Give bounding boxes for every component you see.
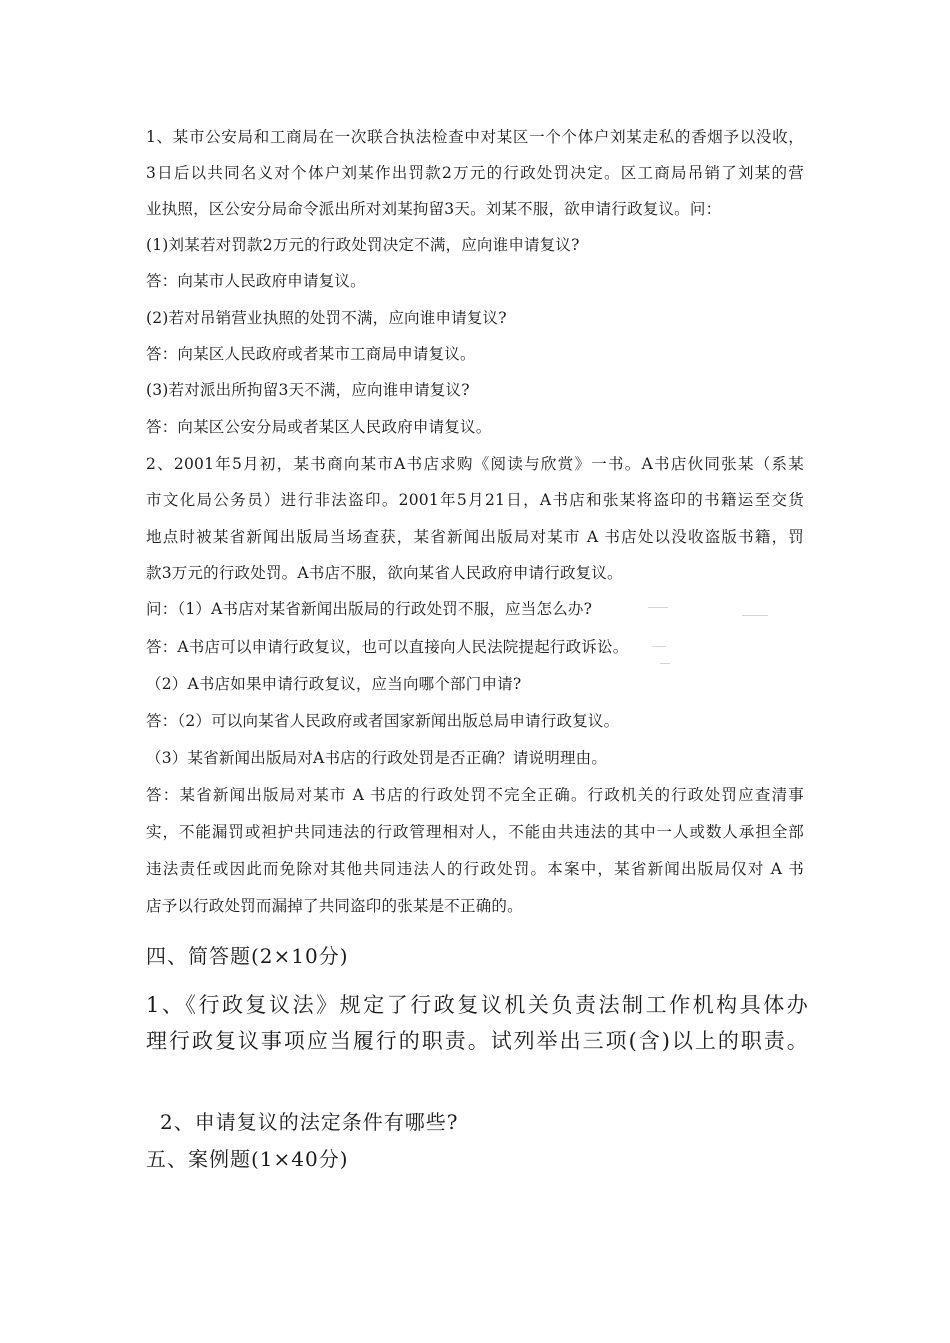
case1-answer-2: 答：向某区人民政府或者某市工商局申请复议。 <box>146 345 476 363</box>
case2-answer-3-line2: 实，不能漏罚或袒护共同违法的行政管理相对人，不能由共违法的其中一人或数人承担全部 <box>146 823 804 841</box>
case1-question-1: (1)刘某若对罚款2万元的行政处罚决定不满，应向谁申请复议? <box>146 236 580 254</box>
case2-question-3: （3）某省新闻出版局对A书店的行政处罚是否正确？请说明理由。 <box>146 749 608 767</box>
case1-intro-line3: 业执照，区公安分局命令派出所对刘某拘留3天。刘某不服，欲申请行政复议。问： <box>146 200 722 218</box>
case2-intro-line4: 款3万元的行政处罚。A书店不服，欲向某省人民政府申请行政复议。 <box>146 564 623 582</box>
case2-answer-3-line3: 违法责任或因此而免除对其他共同违法人的行政处罚。本案中，某省新闻出版局仅对 A 书 <box>146 860 804 878</box>
section-4-question-2: 2、申请复议的法定条件有哪些? <box>160 1110 459 1134</box>
section-4-question-1-line2: 理行政复议事项应当履行的职责。试列举出三项(含)以上的职责。 <box>146 1029 808 1053</box>
case2-answer-1: 答：A书店可以申请行政复议，也可以直接向人民法院提起行政诉讼。 <box>146 638 629 656</box>
case2-question-2: （2）A书店如果申请行政复议，应当向哪个部门申请? <box>146 675 522 693</box>
case1-question-2: (2)若对吊销营业执照的处罚不满，应向谁申请复议? <box>146 309 507 327</box>
case1-question-3: (3)若对派出所拘留3天不满，应向谁申请复议? <box>146 381 470 399</box>
case1-intro-line1: 1、某市公安局和工商局在一次联合执法检查中对某区一个个体户刘某走私的香烟予以没收， <box>146 128 804 146</box>
case2-question-1: 问：（1）A书店对某省新闻出版局的行政处罚不服，应当怎么办? <box>146 600 593 618</box>
case1-answer-3: 答：向某区公安分局或者某区人民政府申请复议。 <box>146 418 492 436</box>
case2-intro-line1: 2、2001年5月初，某书商向某市A书店求购《阅读与欣赏》一书。A书店伙同张某（系某 <box>146 455 804 473</box>
case2-answer-2: 答：（2）可以向某省人民政府或者国家新闻出版总局申请行政复议。 <box>146 712 620 730</box>
section-4-question-1-line1: 1、《行政复议法》规定了行政复议机关负责法制工作机构具体办 <box>146 993 808 1017</box>
case2-answer-3-line4: 店予以行政处罚而漏掉了共同盗印的张某是不正确的。 <box>146 897 523 915</box>
case2-intro-line3: 地点时被某省新闻出版局当场查获，某省新闻出版局对某市 A 书店处以没收盗版书籍，罚 <box>146 528 804 546</box>
section-4-heading: 四、简答题(2×10分) <box>146 944 349 968</box>
case2-answer-3-line1: 答：某省新闻出版局对某市 A 书店的行政处罚不完全正确。行政机关的行政处罚应查清事 <box>146 786 804 804</box>
scan-speck <box>652 646 666 647</box>
case1-intro-line2: 3日后以共同名义对个体户刘某作出罚款2万元的行政处罚决定。区工商局吊销了刘某的营 <box>146 164 804 182</box>
section-5-heading: 五、案例题(1×40分) <box>146 1147 349 1171</box>
case1-answer-1: 答：向某市人民政府申请复议。 <box>146 272 366 290</box>
scan-speck <box>742 615 768 616</box>
case2-intro-line2: 市文化局公务员）进行非法盗印。2001年5月21日，A书店和张某将盗印的书籍运至交货 <box>146 491 804 509</box>
scan-speck <box>660 663 670 664</box>
scan-speck <box>648 607 668 608</box>
